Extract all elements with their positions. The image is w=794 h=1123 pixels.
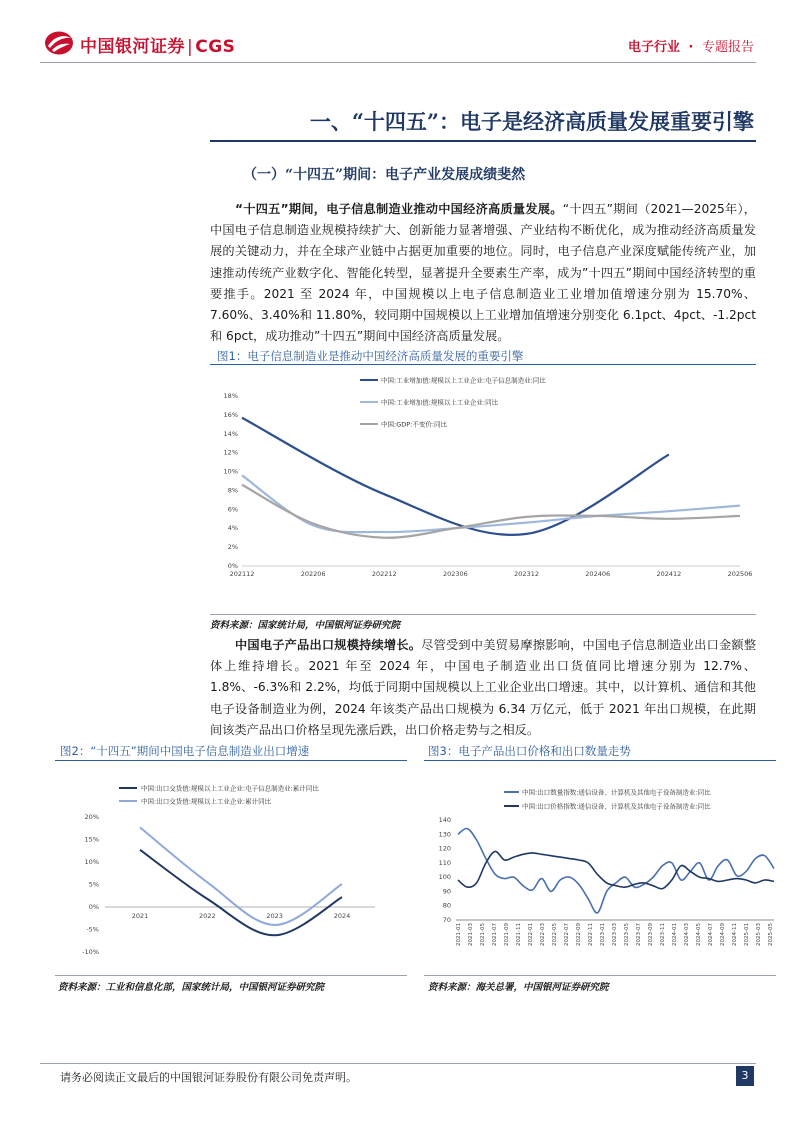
figure-2-chart <box>55 770 405 970</box>
y-tick-label: 10% <box>223 467 238 476</box>
subsection-title: （一）“十四五”期间：电子产业发展成绩斐然 <box>243 167 526 183</box>
figure-2-top-rule <box>55 760 407 761</box>
section-title: 一、“十四五”：电子是经济高质量发展重要引擎 <box>309 109 754 134</box>
x-tick-label: 2025-03 <box>756 923 762 946</box>
y-tick-label: 20% <box>84 813 99 821</box>
logo-text: 中国银河证券 <box>80 37 185 57</box>
y-tick-label: 2% <box>227 543 238 552</box>
y-tick-label: 5% <box>88 880 99 889</box>
x-tick-label: 2021 <box>131 912 149 920</box>
y-tick-label: 8% <box>227 486 238 495</box>
logo-separator: | <box>187 37 194 57</box>
x-tick-label: 2023-09 <box>648 923 654 946</box>
x-tick-label: 2025-05 <box>768 923 774 946</box>
x-tick-label: 2022-01 <box>528 923 534 946</box>
x-tick-label: 2023-07 <box>636 923 642 946</box>
x-tick-label: 2022-07 <box>564 923 570 946</box>
y-tick-label: 12% <box>223 448 238 457</box>
legend-label-1: 中国:出口交货值:规模以上工业企业:累计同比 <box>141 797 272 806</box>
y-tick-label: 0% <box>88 903 99 911</box>
x-tick-label: 2023-03 <box>612 923 618 946</box>
logo-abbr: CGS <box>195 37 236 57</box>
y-tick-label: 80 <box>442 901 451 910</box>
x-tick-label: 2025-01 <box>744 923 750 946</box>
paragraph-1-body: “十四五”期间（2021—2025年），中国电子信息制造业规模持续扩大、创新能力显著增强、产业结构不断优化，成为推动经济高质量发展的关键动力，并在全球产业链中占据更加重要的地位。同时，电子信息产业深度赋能传统产业，加速推动传统产业数字化、智能化转型，显著提升全要素生产率，成为”十四五”期间中国经济转型的重要推手。2021 至 2024 年，中国规模以上电子信息制造业工业增加值增速分别为 15.70%、7.60%、3.40%和 11.80%，较同期中国规模以上工业增加值增速分别变化 6.1pct、4pct、-1.2pct 和 6pct，成功推动”十四五”期间中国经济高质量发展。 <box>210 202 756 344</box>
y-tick-label: 15% <box>84 835 99 844</box>
x-tick-label: 202312 <box>514 570 539 578</box>
legend-label-1: 中国:出口价格指数:通信设备、计算机及其他电子设备制造业:同比 <box>522 802 711 811</box>
paragraph-2-body: 尽管受到中美贸易摩擦影响，中国电子信息制造业出口金额整体上维持增长。2021 年至 2024 年，中国电子制造业出口货值同比增速分别为 12.7%、1.8%、-6.3%和 2.2%，均低于同期中国规模以上工业企业出口增速。其中，以计算机、通信和其他电子设备制造业为例，2024 年该类产品出口规模为 6.34 万亿元，低于 2021 年出口规模，在此期间该类产品出口价格呈现先涨后跌，出口价格走势与之相反。 <box>210 638 757 737</box>
x-tick-label: 2021-05 <box>480 923 486 946</box>
y-tick-label: 140 <box>438 816 451 824</box>
x-tick-label: 2022 <box>199 912 216 920</box>
legend-label-0: 中国:出口交货值:规模以上工业企业:电子信息制造业:累计同比 <box>141 784 319 793</box>
header-dot: · <box>688 40 694 55</box>
figure-1-bottom-rule <box>210 614 756 615</box>
figure-1-top-rule <box>210 364 756 365</box>
legend-label-0: 中国:工业增加值:规模以上工业企业:电子信息制造业:同比 <box>381 376 546 385</box>
figure-3-title: 图3：电子产品出口价格和出口数量走势 <box>428 744 631 758</box>
x-tick-label: 2023-01 <box>600 923 606 946</box>
x-tick-label: 2024-09 <box>720 923 726 946</box>
header-report-label <box>628 36 754 55</box>
series-line-0 <box>458 828 774 912</box>
y-tick-label: 10% <box>84 858 99 866</box>
y-tick-label: 6% <box>227 505 238 514</box>
y-tick-label: 100 <box>438 873 451 882</box>
galaxy-logo-icon <box>44 30 74 56</box>
industry-label: 电子行业 <box>627 40 680 55</box>
x-tick-label: 2024-03 <box>684 923 690 946</box>
section-title-rule <box>210 140 756 142</box>
x-tick-label: 2024 <box>333 912 351 920</box>
x-tick-label: 202306 <box>443 570 468 578</box>
x-tick-label: 2022-05 <box>552 923 558 946</box>
y-tick-label: 16% <box>223 410 238 419</box>
paragraph-1 <box>210 199 756 347</box>
figure-1-chart <box>210 366 756 614</box>
header-rule <box>40 62 756 63</box>
paragraph-2 <box>210 635 756 741</box>
legend-label-0: 中国:出口数量指数:通信设备、计算机及其他电子设备制造业:同比 <box>522 788 711 797</box>
y-tick-label: -10% <box>82 948 99 956</box>
paragraph-2-lead: 中国电子产品出口规模持续增长。 <box>235 638 422 652</box>
figure-2-bottom-rule <box>55 975 407 976</box>
x-tick-label: 2023 <box>266 912 283 920</box>
y-tick-label: -5% <box>86 925 99 934</box>
figure-2-title: 图2：“十四五”期间中国电子信息制造业出口增速 <box>60 744 310 758</box>
series-line-0 <box>140 850 342 935</box>
report-type-label: 专题报告 <box>701 40 754 55</box>
y-tick-label: 70 <box>442 916 451 924</box>
x-tick-label: 202206 <box>300 570 326 578</box>
x-tick-label: 2021-01 <box>456 923 462 946</box>
figure-1-source: 资料来源：国家统计局，中国银河证券研究院 <box>210 620 401 631</box>
y-tick-label: 130 <box>438 830 451 839</box>
x-tick-label: 2023-05 <box>624 923 630 946</box>
x-tick-label: 2024-05 <box>696 923 702 946</box>
y-tick-label: 14% <box>223 429 238 438</box>
x-tick-label: 2021-07 <box>492 923 498 946</box>
figure-3-chart <box>424 770 776 975</box>
x-tick-label: 2024-07 <box>708 923 714 946</box>
x-tick-label: 2023-11 <box>660 923 666 946</box>
footer-rule <box>40 1063 756 1064</box>
y-tick-label: 120 <box>438 844 451 853</box>
series-line-0 <box>242 418 669 535</box>
legend-label-1: 中国:工业增加值:规模以上工业企业:同比 <box>381 398 499 407</box>
x-tick-label: 202406 <box>585 570 611 578</box>
x-tick-label: 2021-03 <box>468 923 474 946</box>
figure-3-bottom-rule <box>424 975 776 976</box>
figure-3-source: 资料来源：海关总署，中国银河证券研究院 <box>428 982 609 993</box>
legend-label-2: 中国:GDP:不变价:同比 <box>381 420 448 429</box>
x-tick-label: 2021-09 <box>504 923 510 946</box>
y-tick-label: 18% <box>223 392 238 400</box>
y-tick-label: 0% <box>227 562 238 570</box>
x-tick-label: 2024-01 <box>672 923 678 946</box>
figure-1-title: 图1：电子信息制造业是推动中国经济高质量发展的重要引擎 <box>217 349 524 363</box>
x-tick-label: 2022-03 <box>540 923 546 946</box>
paragraph-1-lead: “十四五”期间，电子信息制造业推动中国经济高质量发展。 <box>235 202 563 216</box>
page-number: 3 <box>736 1066 754 1086</box>
x-tick-label: 2024-11 <box>732 923 738 946</box>
x-tick-label: 202212 <box>371 570 397 578</box>
x-tick-label: 202506 <box>727 570 753 578</box>
y-tick-label: 4% <box>227 524 238 533</box>
y-tick-label: 110 <box>438 858 451 867</box>
y-tick-label: 90 <box>442 887 451 896</box>
x-tick-label: 2022-11 <box>588 923 594 946</box>
x-tick-label: 202412 <box>656 570 682 578</box>
figure-2-source: 资料来源：工业和信息化部，国家统计局，中国银河证券研究院 <box>58 982 325 993</box>
footer-disclaimer: 请务必阅读正文最后的中国银河证券股份有限公司免责声明。 <box>60 1071 357 1084</box>
x-tick-label: 2022-09 <box>576 923 582 946</box>
x-tick-label: 202112 <box>229 570 255 578</box>
x-tick-label: 2021-11 <box>516 923 522 946</box>
series-line-1 <box>140 827 342 925</box>
figure-3-top-rule <box>424 760 776 761</box>
